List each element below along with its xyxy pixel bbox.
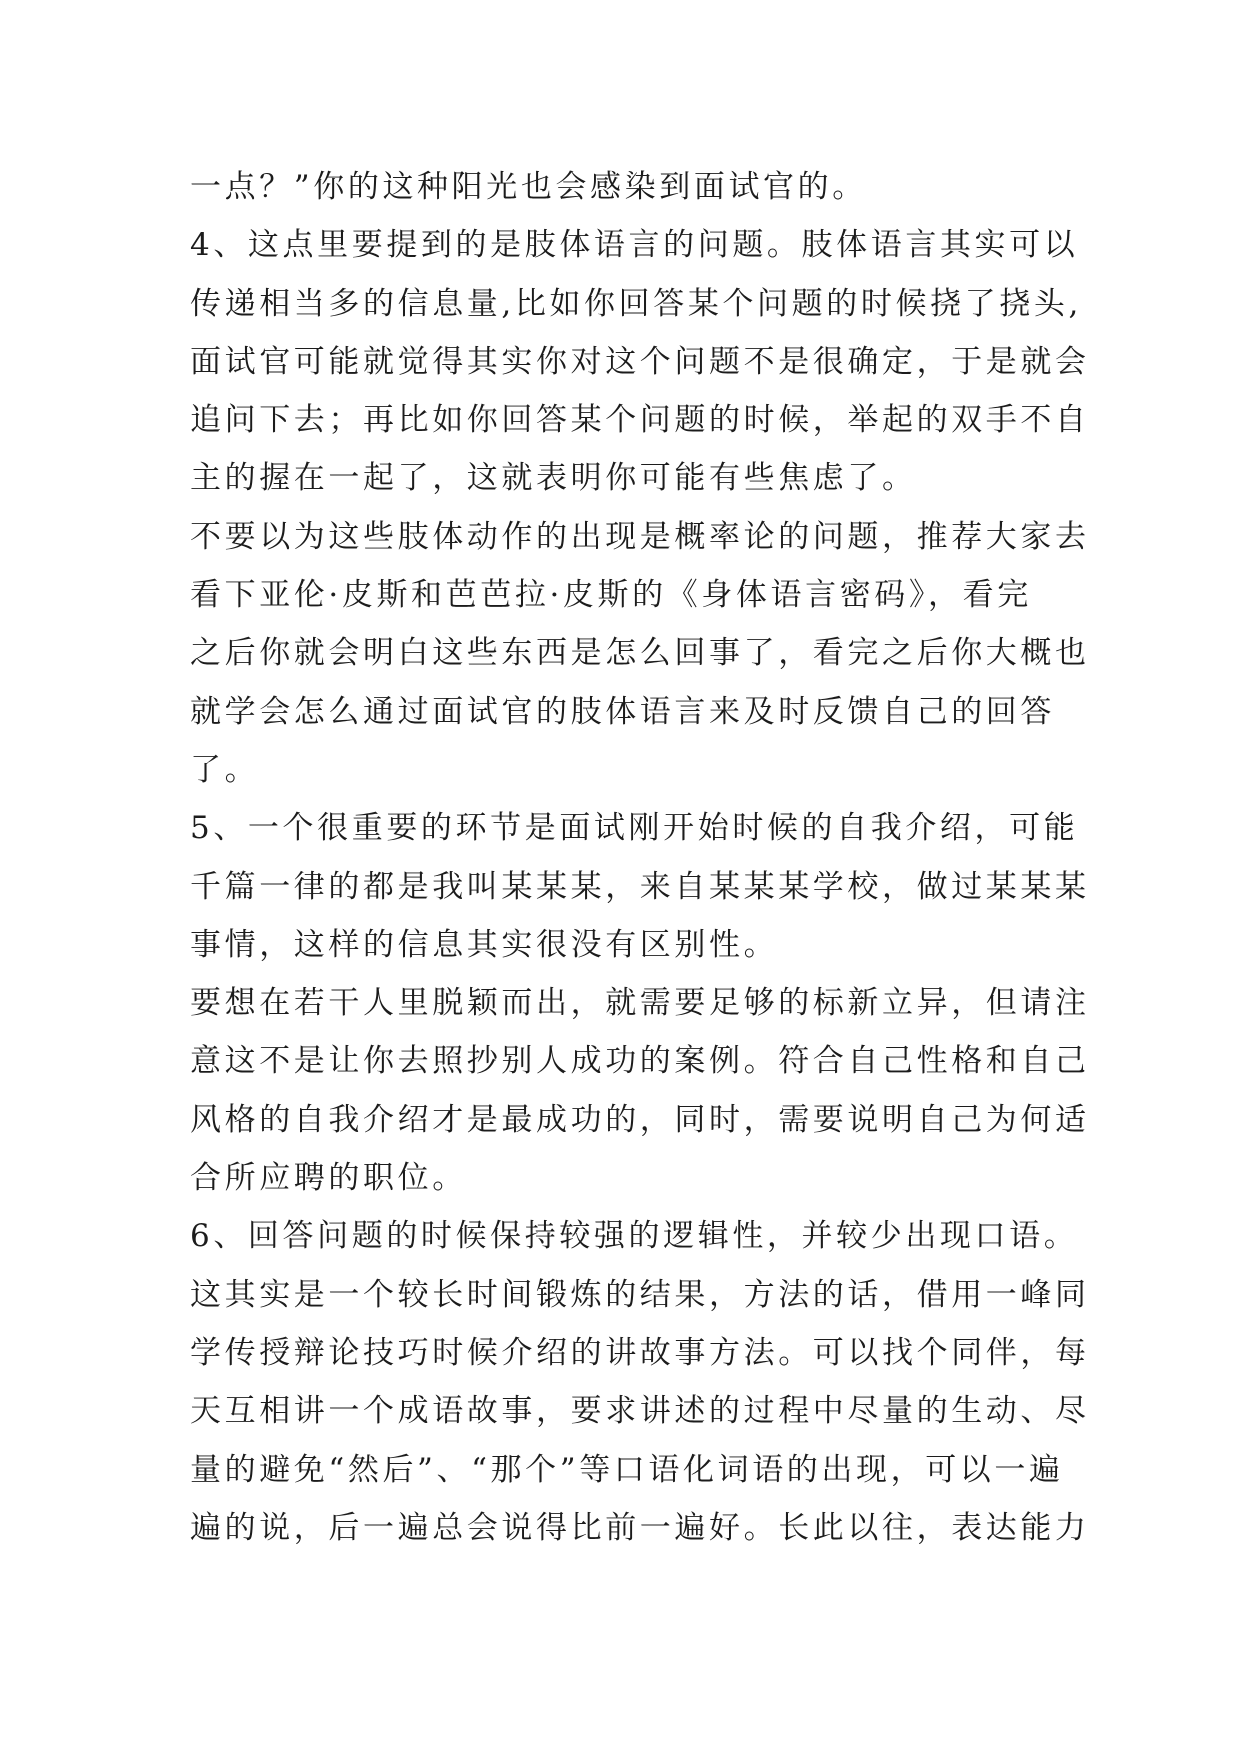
text-line: 了。 — [190, 751, 260, 788]
text-line: 看下亚伦·皮斯和芭芭拉·皮斯的《身体语言密码》，看完 — [190, 577, 1032, 614]
text-line: 面试官可能就觉得其实你对这个问题不是很确定，于是就会 — [190, 343, 1090, 380]
text-line: 量的避免“然后”、“那个”等口语化词语的出现，可以一遍 — [190, 1451, 1064, 1488]
text-line: 学传授辩论技巧时候介绍的讲故事方法。可以找个同伴，每 — [190, 1334, 1090, 1371]
text-line: 意这不是让你去照抄别人成功的案例。符合自己性格和自己 — [190, 1043, 1090, 1080]
text-line: 之后你就会明白这些东西是怎么回事了，看完之后你大概也 — [190, 635, 1090, 672]
text-line: 遍的说，后一遍总会说得比前一遍好。长此以往，表达能力 — [190, 1509, 1090, 1546]
text-line: 不要以为这些肢体动作的出现是概率论的问题，推荐大家去 — [190, 518, 1090, 555]
text-line: 4、这点里要提到的是肢体语言的问题。肢体语言其实可以 — [190, 227, 1079, 264]
text-line: 6、回答问题的时候保持较强的逻辑性，并较少出现口语。 — [190, 1218, 1079, 1255]
text-line: 追问下去；再比如你回答某个问题的时候，举起的双手不自 — [190, 402, 1090, 439]
text-line: 风格的自我介绍才是最成功的，同时，需要说明自己为何适 — [190, 1101, 1090, 1138]
text-line: 就学会怎么通过面试官的肢体语言来及时反馈自己的回答 — [190, 693, 1055, 730]
text-line: 传递相当多的信息量,比如你回答某个问题的时候挠了挠头, — [190, 285, 1082, 322]
text-line: 要想在若干人里脱颖而出，就需要足够的标新立异，但请注 — [190, 985, 1090, 1022]
text-line: 这其实是一个较长时间锻炼的结果，方法的话，借用一峰同 — [190, 1276, 1090, 1313]
text-line: 天互相讲一个成语故事，要求讲述的过程中尽量的生动、尽 — [190, 1393, 1090, 1430]
text-line: 一点？”你的这种阳光也会感染到面试官的。 — [190, 169, 867, 205]
text-line: 主的握在一起了，这就表明你可能有些焦虑了。 — [190, 460, 917, 497]
text-line: 5、一个很重要的环节是面试刚开始时候的自我介绍，可能 — [190, 810, 1079, 847]
text-line: 事情，这样的信息其实很没有区别性。 — [190, 926, 779, 963]
text-line: 合所应聘的职位。 — [190, 1160, 467, 1197]
text-line: 千篇一律的都是我叫某某某，来自某某某学校，做过某某某 — [190, 868, 1090, 905]
body-text — [190, 158, 1090, 1557]
